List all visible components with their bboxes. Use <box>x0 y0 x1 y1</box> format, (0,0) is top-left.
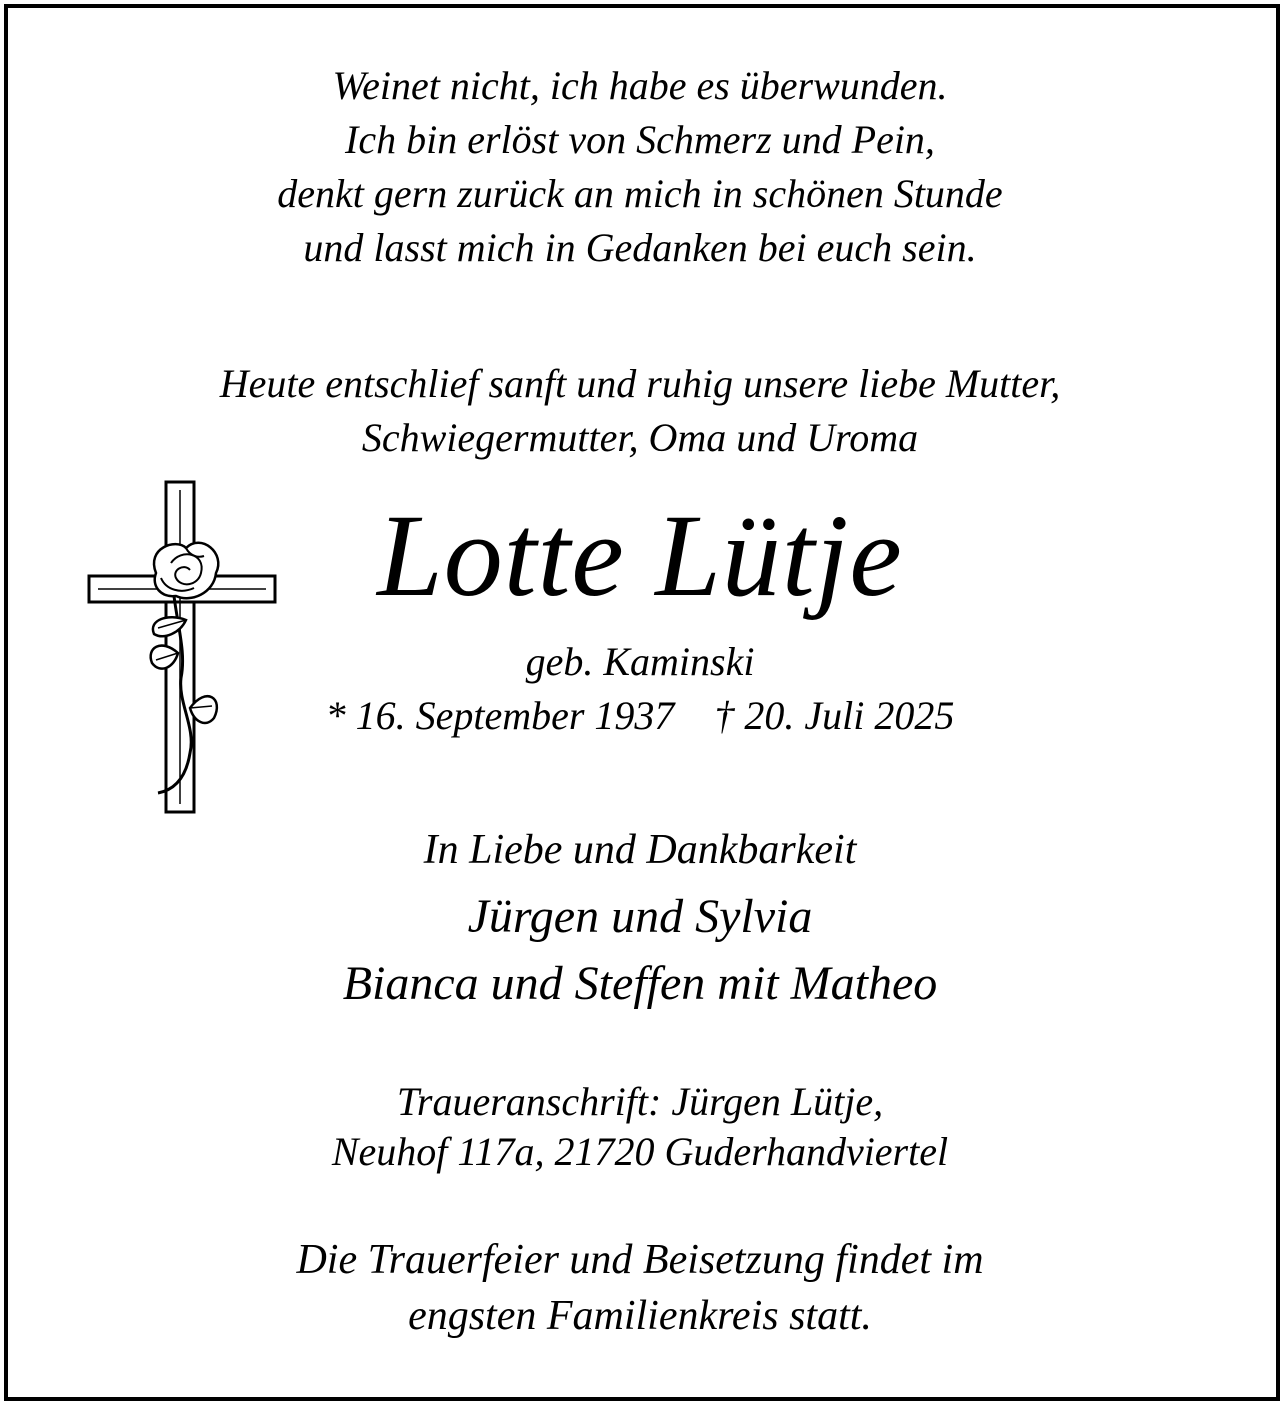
address-line-1: Traueranschrift: Jürgen Lütje, <box>396 1079 884 1124</box>
closing-phrase: In Liebe und Dankbarkeit <box>423 827 857 873</box>
ceremony-line-1: Die Trauerfeier und Beisetzung findet im <box>296 1237 984 1283</box>
intro-line-2: Schwiegermutter, Oma und Uroma <box>361 415 919 460</box>
mourner-line-2: Bianca und Steffen mit Matheo <box>342 957 938 1010</box>
ceremony-line-2: engsten Familienkreis statt. <box>408 1293 872 1339</box>
birth-name: geb. Kaminski <box>525 639 755 684</box>
intro-line-1: Heute entschlief sanft und ruhig unsere liebe Mutter, <box>219 361 1061 406</box>
poem-line-1: Weinet nicht, ich habe es überwunden. <box>332 63 948 108</box>
birth-date: * 16. September 1937 <box>325 693 675 738</box>
address-line-2: Neuhof 117a, 21720 Guderhandviertel <box>331 1129 949 1174</box>
poem-line-4: und lasst mich in Gedanken bei euch sein. <box>303 225 977 270</box>
life-dates <box>0 692 1280 739</box>
death-date: † 20. Juli 2025 <box>714 693 955 738</box>
mourner-line-1: Jürgen und Sylvia <box>467 890 813 943</box>
poem-line-3: denkt gern zurück an mich in schönen Stunde <box>277 171 1003 216</box>
deceased-name: Lotte Lütje <box>377 490 903 621</box>
poem-line-2: Ich bin erlöst von Schmerz und Pein, <box>345 117 935 162</box>
